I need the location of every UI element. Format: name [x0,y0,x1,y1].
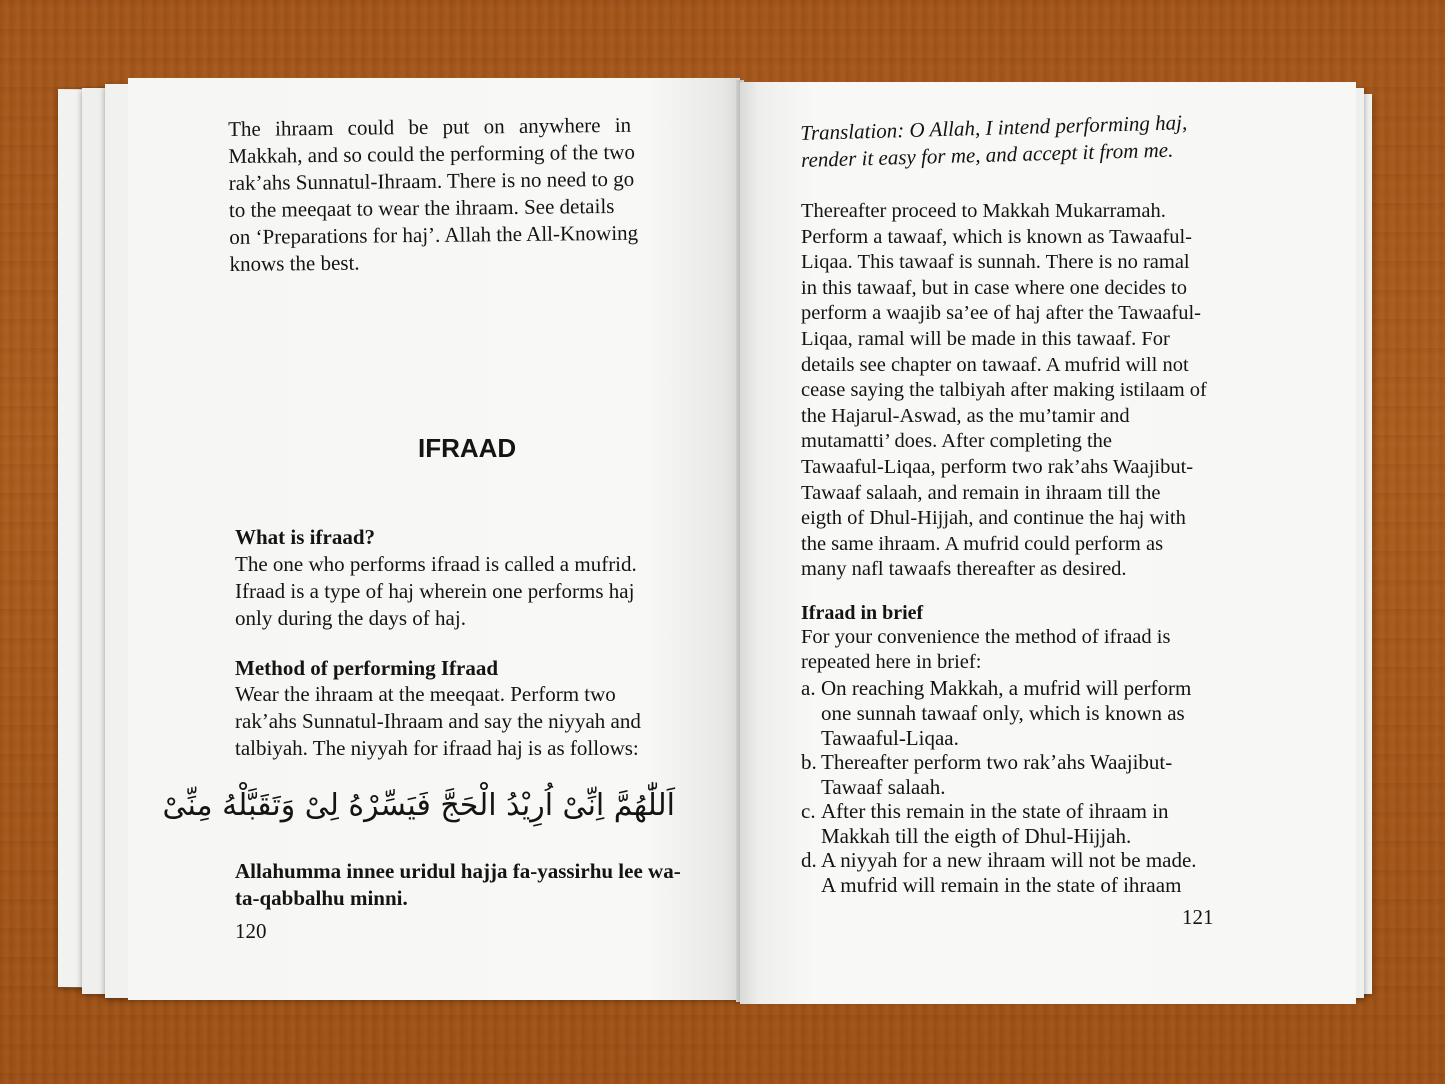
list-text [821,799,1169,849]
list-marker: c. [801,799,816,823]
method-heading: Method of performing Ifraad [235,656,499,680]
text-line: Ifraad is a type of haj wherein one performs haj [235,579,635,603]
text-line: Liqaa. This tawaaf is sunnah. There is no ramal [801,251,1190,274]
brief-heading: Ifraad in brief [801,602,924,624]
question-paragraph [235,551,685,632]
text-line: On reaching Makkah, a mufrid will perform [821,676,1192,700]
list-marker: b. [801,750,817,774]
text-line: Tawaaful-Liqaa, perform two rak’ahs Waajibut- [801,455,1194,478]
text-line: Perform a tawaaf, which is known as Tawaaful- [801,225,1192,248]
text-line: one sunnah tawaaf only, which is known as [821,701,1185,725]
text-line: A mufrid will remain in the state of ihraam [821,873,1182,897]
text-line: The ihraam could be put on anywhere in [228,112,632,141]
text-line: details see chapter on tawaaf. A mufrid will not [801,353,1189,376]
text-line: Makkah, and so could the performing of the two [228,139,636,168]
list-marker: a. [801,676,816,700]
text-line: on ‘Preparations for haj’. Allah the All-Knowing [229,220,639,249]
text-line: Tawaaful-Liqaa. [821,726,959,750]
page-number-right: 121 [1182,905,1214,929]
intro-paragraph [228,111,680,278]
page-number-left: 120 [235,919,267,943]
text-line: mutamatti’ does. After completing the [801,430,1113,453]
text-line: A niyyah for a new ihraam will not be made. [821,848,1197,872]
question-heading: What is ifraad? [235,525,376,549]
right-page [740,82,1356,1004]
text-line: knows the best. [229,250,360,276]
arabic-niyyah: اَللّٰهُمَّ اِنِّىْ اُرِيْدُ الْحَجَّ فَيَسِّرْهُ لِىْ وَتَقَبَّلْهُ مِنِّىْ [162,788,675,823]
text-line: After this remain in the state of ihraam in [821,799,1169,823]
text-line: only during the days of haj. [235,606,466,630]
body-paragraph [801,199,1221,583]
text-line: Wear the ihraam at the meeqaat. Perform two [235,682,616,706]
text-line: talbiyah. The niyyah for ifraad haj is as follows: [235,736,639,760]
left-page [128,78,740,1000]
text-line: cease saying the talbiyah after making istilaam of [801,379,1207,402]
text-line: many nafl tawaafs thereafter as desired. [801,558,1127,581]
text-line: Tawaaf salaah. [821,775,946,799]
text-line: rak’ahs Sunnatul-Ihraam and say the niyyah and [235,709,641,733]
brief-intro [801,625,1221,675]
text-line: ta-qabbalhu minni. [235,886,408,910]
chapter-title: IFRAAD [418,433,517,463]
text-line: the same ihraam. A mufrid could perform as [801,532,1164,555]
list-text [821,676,1191,751]
text-line: For your convenience the method of ifraad is [801,626,1171,648]
text-line: Allahumma innee uridul hajja fa-yassirhu lee wa- [235,859,681,883]
text-line: the Hajarul-Aswad, as the mu’tamir and [801,404,1130,427]
text-line: Thereafter proceed to Makkah Mukarramah. [801,200,1166,222]
text-line: to the meeqaat to wear the ihraam. See details [228,193,615,222]
text-line: eigth of Dhul-Hijjah, and continue the haj with [801,507,1186,530]
text-line: render it easy for me, and accept it from me. [800,137,1174,172]
list-text [821,848,1197,898]
text-line: perform a waajib sa’ee of haj after the Tawaaful- [801,302,1202,325]
list-text [821,750,1172,800]
text-line: repeated here in brief: [801,651,982,673]
transliteration [235,858,685,912]
text-line: Tawaaf salaah, and remain in ihraam till the [801,481,1161,504]
list-marker: d. [801,848,817,872]
text-line: The one who performs ifraad is called a mufrid. [235,552,637,576]
method-paragraph [235,681,685,762]
text-line: in this tawaaf, but in case where one decides to [801,276,1187,299]
translation-paragraph [800,108,1231,174]
text-line: Liqaa, ramal will be made in this tawaaf. For [801,327,1170,350]
text-line: Thereafter perform two rak’ahs Waajibut- [821,750,1173,774]
text-line: rak’ahs Sunnatul-Ihraam. There is no need to go [228,166,635,195]
text-line: Translation: O Allah, I intend performing haj, [800,110,1188,145]
text-line: Makkah till the eigth of Dhul-Hijjah. [821,824,1132,848]
